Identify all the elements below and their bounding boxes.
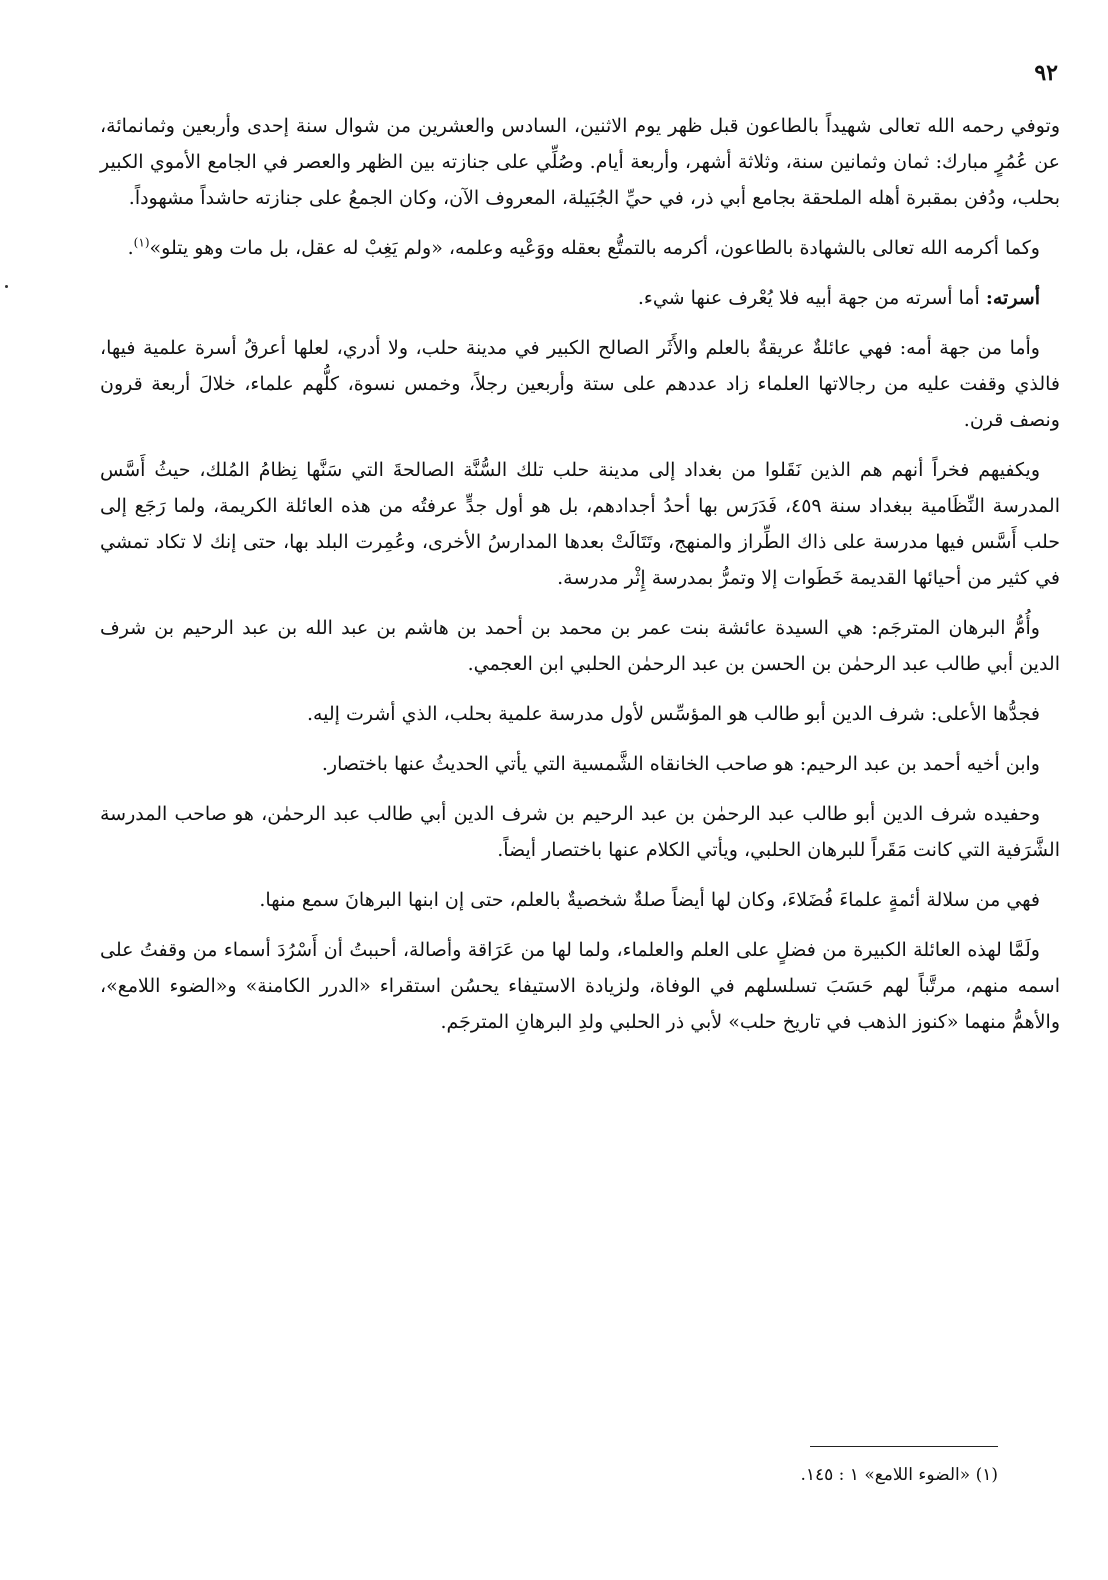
paragraph-mother: وأُمُّ البرهان المترجَم: هي السيدة عائشة بنت عمر بن محمد بن أحمد بن هاشم بن عبد الله بن عبد الرحيم بن شرف الدين أبي طالب عبد الرحمٰن بن الحسن بن عبد الرحمٰن الحلبي ابن العجمي. (100, 617, 1060, 675)
paragraph-grandfather: فجدُّها الأعلى: شرف الدين أبو طالب هو المؤسِّس لأول مدرسة علمية بحلب، الذي أشرت إليه. (306, 703, 1040, 725)
paragraph-lineage: فهي من سلالة أئمةٍ علماءَ فُضَلاءَ، وكان لها أيضاً صلةٌ شخصيةٌ بالعلم، حتى إن ابنها البرهانَ سمع منها. (259, 889, 1040, 911)
footnote-divider (810, 1446, 998, 1447)
scan-speck (5, 285, 8, 288)
paragraph-honor (100, 230, 1060, 266)
paragraph-honor-end: . (127, 237, 134, 259)
body-text (100, 108, 1060, 1054)
paragraph-list-intro: ولَمَّا لهذه العائلة الكبيرة من فضلٍ على العلم والعلماء، ولما لها من عَرَاقة وأصالة، أحببتُ أن أَسْرُدَ أسماء من وقفتُ على اسمه منهم، مرتَّباً لهم حَسَبَ تسلسلهم في الوفاة، ولزيادة الاستيفاء يحسُن استقراء «الدرر الكامنة» و«الضوء اللامع»، والأهمُّ منهما «كنوز الذهب في تاريخ حلب» لأبي ذر الحلبي ولدِ البرهانِ المترجَم. (100, 939, 1060, 1033)
footnote-marker: (١) (133, 235, 150, 250)
paragraph-grandson: وحفيده شرف الدين أبو طالب عبد الرحمٰن بن عبد الرحيم بن شرف الدين أبي طالب عبد الرحمٰن، هو صاحب المدرسة الشَّرَفية التي كانت مَقَراً للبرهان الحلبي، ويأتي الكلام عنها باختصار أيضاً. (100, 803, 1060, 861)
footnote: (١) «الضوء اللامع» ١ : ١٤٥. (800, 1465, 998, 1485)
paragraph-death: وتوفي رحمه الله تعالى شهيداً بالطاعون قبل ظهر يوم الاثنين، السادس والعشرين من شوال سنة إحدى وأربعين وثمانمائة، عن عُمُرٍ مبارك: ثمان وثمانين سنة، وثلاثة أشهر، وأربعة أيام. وصُلِّي على جنازته بين الظهر والعصر في الجامع الأموي الكبير بحلب، ودُفن بمقبرة أهله الملحقة بجامع أبي ذر، في حيِّ الجُبَيلة، المعروف الآن، وكان الجمعُ على جنازته حاشداً مشهوداً. (100, 115, 1060, 209)
paragraph-pride: ويكفيهم فخراً أنهم هم الذين نَقَلوا من بغداد إلى مدينة حلب تلك السُّنَّة الصالحةَ التي سَنَّها نِظامُ المُلك، حيثُ أَسَّس المدرسة النِّظَامية ببغداد سنة ٤٥٩، فَدَرَس بها أحدُ أجدادهم، بل هو أول جدٍّ عرفتُه من هذه العائلة الكريمة، ولما رَجَع إلى حلب أَسَّس فيها مدرسة على ذاك الطِّراز والمنهج، وتَتَالَتْ بعدها المدارسُ الأخرى، وعُمِرت البلد بها، حتى إنك لا تكاد تمشي في كثير من أحيائها القديمة خَطَوات إلا وتمرُّ بمدرسة إِثْر مدرسة. (100, 459, 1060, 589)
paragraph-family (100, 280, 1060, 316)
paragraph-family-text: أما أسرته من جهة أبيه فلا يُعْرف عنها شيء. (637, 287, 986, 309)
paragraph-honor-text: وكما أكرمه الله تعالى بالشهادة بالطاعون، أكرمه بالتمتُّع بعقله ووَعْيه وعلمه، «ولم يَغِبْ له عقل، بل مات وهو يتلو» (149, 237, 1040, 259)
paragraph-mother-side: وأما من جهة أمه: فهي عائلةٌ عريقةٌ بالعلم والأَثَر الصالح الكبير في مدينة حلب، ولا أدري، لعلها أعرقُ أسرة علمية فيها، فالذي وقفت عليه من رجالاتها العلماء زاد عددهم على ستة وأربعين رجلاً، وخمس نسوة، كلُّهم علماء، خلالَ أربعة قرون ونصف قرن. (100, 337, 1060, 431)
page-number: ٩٢ (1034, 60, 1058, 86)
section-label-family: أسرته: (985, 287, 1040, 309)
paragraph-nephew: وابن أخيه أحمد بن عبد الرحيم: هو صاحب الخانقاه الشَّمسية التي يأتي الحديثُ عنها باختصار. (321, 753, 1040, 775)
